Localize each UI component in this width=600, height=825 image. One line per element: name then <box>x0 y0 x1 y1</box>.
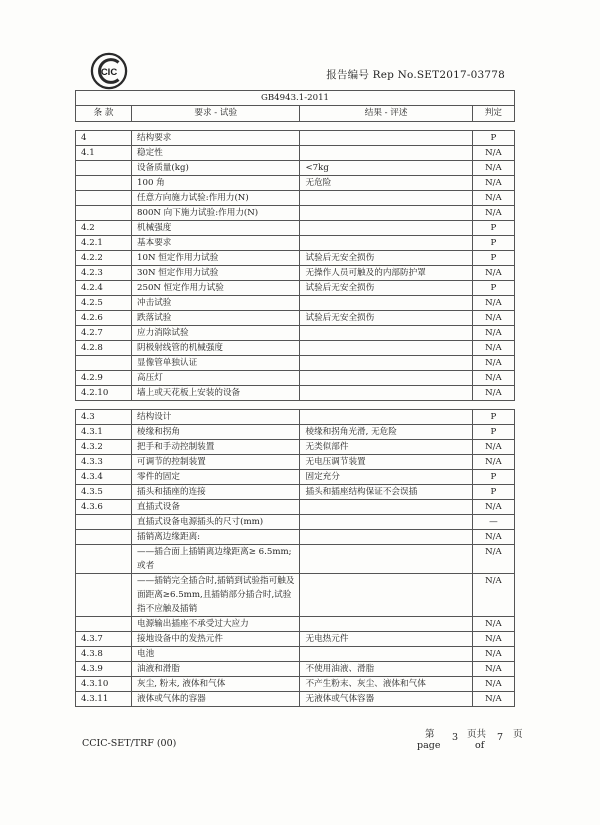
result-cell: 棱缘和拐角光滑, 无危险 <box>300 425 472 440</box>
verdict-cell: P <box>472 281 514 296</box>
verdict-cell: P <box>472 131 514 146</box>
verdict-cell: N/A <box>472 545 514 574</box>
page-en: page <box>417 740 441 751</box>
section-gap <box>76 401 515 410</box>
table-row <box>76 236 515 251</box>
verdict-cell: P <box>472 425 514 440</box>
result-cell <box>300 236 472 251</box>
result-cell <box>300 545 472 574</box>
table-row <box>76 500 515 515</box>
requirement-cell: 插头和插座的连接 <box>132 485 300 500</box>
col-requirement-header: 要求 - 试验 <box>132 106 300 122</box>
requirement-cell: 机械强度 <box>132 221 300 236</box>
clause-cell: 4.2.6 <box>76 311 132 326</box>
requirement-cell: 显像管单独认证 <box>132 356 300 371</box>
table-row <box>76 530 515 545</box>
table-row <box>76 677 515 692</box>
result-cell <box>300 296 472 311</box>
verdict-cell: P <box>472 251 514 266</box>
result-cell <box>300 341 472 356</box>
verdict-cell: N/A <box>472 662 514 677</box>
requirement-cell: 100 角 <box>132 176 300 191</box>
clause-cell: 4.2.4 <box>76 281 132 296</box>
table-row <box>76 221 515 236</box>
table-row <box>76 251 515 266</box>
result-cell: 无电压调节装置 <box>300 455 472 470</box>
result-cell: 试验后无安全损伤 <box>300 311 472 326</box>
clause-cell <box>76 574 132 617</box>
table-row <box>76 617 515 632</box>
clause-cell: 4.3.11 <box>76 692 132 707</box>
requirement-cell: 任意方向施力试验:作用力(N) <box>132 191 300 206</box>
table-row <box>76 386 515 401</box>
clause-cell: 4.2.2 <box>76 251 132 266</box>
result-cell <box>300 356 472 371</box>
result-cell: 不产生粉末、灰尘、液体和气体 <box>300 677 472 692</box>
requirement-cell: ——插销完全插合时,插销到试验指可触及面距离≥6.5mm,且插销部分插合时,试验指不应触及插销 <box>132 574 300 617</box>
result-cell <box>300 617 472 632</box>
requirement-cell: 阴极射线管的机械强度 <box>132 341 300 356</box>
clause-cell: 4.3.6 <box>76 500 132 515</box>
clause-cell: 4.3.9 <box>76 662 132 677</box>
table-row <box>76 266 515 281</box>
logo-text: CIC <box>100 66 118 78</box>
result-cell <box>300 574 472 617</box>
requirement-cell: 10N 恒定作用力试验 <box>132 251 300 266</box>
table-row <box>76 692 515 707</box>
verdict-cell: P <box>472 410 514 425</box>
verdict-cell: N/A <box>472 647 514 662</box>
clause-cell: 4.2.7 <box>76 326 132 341</box>
verdict-cell: N/A <box>472 386 514 401</box>
section-gap-cell <box>76 401 515 410</box>
requirement-cell: 零件的固定 <box>132 470 300 485</box>
section-gap <box>76 122 515 131</box>
table-row <box>76 356 515 371</box>
requirement-cell: 30N 恒定作用力试验 <box>132 266 300 281</box>
verdict-cell: N/A <box>472 677 514 692</box>
verdict-cell: N/A <box>472 311 514 326</box>
page-suffix: 页 <box>513 729 523 740</box>
requirement-cell: 液体或气体的容器 <box>132 692 300 707</box>
header-row <box>76 106 515 122</box>
table-row <box>76 146 515 161</box>
result-cell <box>300 326 472 341</box>
result-cell <box>300 386 472 401</box>
result-cell: 无危险 <box>300 176 472 191</box>
verdict-cell: N/A <box>472 266 514 281</box>
form-id: CCIC-SET/TRF (00) <box>82 738 177 749</box>
result-cell: 无类似部件 <box>300 440 472 455</box>
table-row <box>76 371 515 386</box>
standard-title: GB4943.1-2011 <box>76 91 515 106</box>
page-cn: 第 <box>425 729 435 740</box>
table-row <box>76 574 515 617</box>
result-cell <box>300 206 472 221</box>
table-row <box>76 455 515 470</box>
requirement-cell: 电源输出插座不承受过大应力 <box>132 617 300 632</box>
requirement-cell: 直插式设备 <box>132 500 300 515</box>
page-number: 3 <box>452 732 459 743</box>
result-cell <box>300 221 472 236</box>
table-row <box>76 440 515 455</box>
requirement-cell: 墙上或天花板上安装的设备 <box>132 386 300 401</box>
result-cell: 不使用油液、滑脂 <box>300 662 472 677</box>
clause-cell: 4.3.10 <box>76 677 132 692</box>
verdict-cell: N/A <box>472 341 514 356</box>
table-row <box>76 191 515 206</box>
verdict-cell: N/A <box>472 455 514 470</box>
verdict-cell: P <box>472 236 514 251</box>
verdict-cell: N/A <box>472 440 514 455</box>
clause-cell: 4.2.8 <box>76 341 132 356</box>
requirement-cell: 把手和手动控制装置 <box>132 440 300 455</box>
table-row <box>76 662 515 677</box>
result-cell <box>300 191 472 206</box>
verdict-cell: N/A <box>472 692 514 707</box>
requirement-cell: 高压灯 <box>132 371 300 386</box>
clause-cell: 4.3.3 <box>76 455 132 470</box>
requirement-cell: 设备质量(kg) <box>132 161 300 176</box>
clause-cell: 4.1 <box>76 146 132 161</box>
requirement-cell: 电池 <box>132 647 300 662</box>
requirement-cell: 稳定性 <box>132 146 300 161</box>
verdict-cell: N/A <box>472 326 514 341</box>
requirement-cell: 基本要求 <box>132 236 300 251</box>
clause-cell <box>76 617 132 632</box>
clause-cell: 4.2 <box>76 221 132 236</box>
col-clause-header: 条 款 <box>76 106 132 122</box>
standard-row <box>76 91 515 106</box>
clause-cell: 4.2.3 <box>76 266 132 281</box>
requirement-cell: 250N 恒定作用力试验 <box>132 281 300 296</box>
total-number: 7 <box>497 732 504 743</box>
clause-cell: 4.2.10 <box>76 386 132 401</box>
clause-cell: 4.3 <box>76 410 132 425</box>
result-cell <box>300 131 472 146</box>
clause-cell: 4.3.2 <box>76 440 132 455</box>
table-row <box>76 485 515 500</box>
verdict-cell: N/A <box>472 356 514 371</box>
table-row <box>76 470 515 485</box>
result-cell: 试验后无安全损伤 <box>300 281 472 296</box>
result-cell: 试验后无安全损伤 <box>300 251 472 266</box>
clause-cell <box>76 545 132 574</box>
result-cell <box>300 371 472 386</box>
verdict-cell: — <box>472 515 514 530</box>
clause-cell: 4.3.5 <box>76 485 132 500</box>
result-cell <box>300 410 472 425</box>
result-cell: 无电热元件 <box>300 632 472 647</box>
verdict-cell: N/A <box>472 632 514 647</box>
verdict-cell: N/A <box>472 191 514 206</box>
clause-cell: 4.2.1 <box>76 236 132 251</box>
table-row <box>76 296 515 311</box>
result-cell: 无液体或气体容器 <box>300 692 472 707</box>
table-row <box>76 326 515 341</box>
verdict-cell: N/A <box>472 574 514 617</box>
clause-cell <box>76 356 132 371</box>
clause-cell: 4.2.9 <box>76 371 132 386</box>
table-row <box>76 161 515 176</box>
result-cell: 无操作人员可触及的内部防护罩 <box>300 266 472 281</box>
ccic-logo <box>90 52 128 90</box>
col-result-header: 结果 - 评述 <box>300 106 472 122</box>
result-cell <box>300 530 472 545</box>
clause-cell <box>76 191 132 206</box>
result-cell <box>300 647 472 662</box>
clause-cell: 4.2.5 <box>76 296 132 311</box>
total-cn: 页共 <box>467 729 487 740</box>
table-row <box>76 425 515 440</box>
total-en: of <box>475 740 485 751</box>
verdict-cell: N/A <box>472 500 514 515</box>
verdict-cell: N/A <box>472 206 514 221</box>
verdict-cell: N/A <box>472 176 514 191</box>
result-cell: <7kg <box>300 161 472 176</box>
col-verdict-header: 判定 <box>472 106 514 122</box>
verdict-cell: N/A <box>472 530 514 545</box>
clause-cell: 4 <box>76 131 132 146</box>
requirement-cell: 棱缘和拐角 <box>132 425 300 440</box>
verdict-cell: N/A <box>472 146 514 161</box>
requirement-cell: 灰尘, 粉末, 液体和气体 <box>132 677 300 692</box>
report-number: 报告编号 Rep No.SET2017-03778 <box>326 69 505 81</box>
table-row <box>76 176 515 191</box>
requirement-cell: 800N 向下施力试验:作用力(N) <box>132 206 300 221</box>
result-cell <box>300 146 472 161</box>
requirements-table <box>75 90 515 707</box>
requirement-cell: 插销离边缘距离: <box>132 530 300 545</box>
requirement-cell: 跌落试验 <box>132 311 300 326</box>
verdict-cell: N/A <box>472 296 514 311</box>
result-cell <box>300 515 472 530</box>
requirement-cell: 接地设备中的发热元件 <box>132 632 300 647</box>
table-row <box>76 281 515 296</box>
clause-cell: 4.3.4 <box>76 470 132 485</box>
verdict-cell: N/A <box>472 617 514 632</box>
table-row <box>76 206 515 221</box>
requirement-cell: 应力消除试验 <box>132 326 300 341</box>
table-row <box>76 341 515 356</box>
result-cell <box>300 500 472 515</box>
result-cell: 固定充分 <box>300 470 472 485</box>
table-row <box>76 545 515 574</box>
section-gap-cell <box>76 122 515 131</box>
result-cell: 插头和插座结构保证不会误插 <box>300 485 472 500</box>
verdict-cell: P <box>472 485 514 500</box>
table-row <box>76 632 515 647</box>
table-row <box>76 311 515 326</box>
requirement-cell: 结构设计 <box>132 410 300 425</box>
clause-cell <box>76 530 132 545</box>
requirement-cell: 冲击试验 <box>132 296 300 311</box>
table-row <box>76 515 515 530</box>
verdict-cell: P <box>472 470 514 485</box>
clause-cell <box>76 515 132 530</box>
table-row <box>76 131 515 146</box>
clause-cell <box>76 206 132 221</box>
table-row <box>76 410 515 425</box>
clause-cell: 4.3.8 <box>76 647 132 662</box>
clause-cell <box>76 176 132 191</box>
requirement-cell: 结构要求 <box>132 131 300 146</box>
clause-cell: 4.3.7 <box>76 632 132 647</box>
table-row <box>76 647 515 662</box>
clause-cell <box>76 161 132 176</box>
requirement-cell: 可调节的控制装置 <box>132 455 300 470</box>
requirement-cell: 油液和滑脂 <box>132 662 300 677</box>
verdict-cell: N/A <box>472 371 514 386</box>
verdict-cell: N/A <box>472 161 514 176</box>
verdict-cell: P <box>472 221 514 236</box>
requirement-cell: 直插式设备电源插头的尺寸(mm) <box>132 515 300 530</box>
clause-cell: 4.3.1 <box>76 425 132 440</box>
requirement-cell: ——插合面上插销离边缘距离≥ 6.5mm;或者 <box>132 545 300 574</box>
